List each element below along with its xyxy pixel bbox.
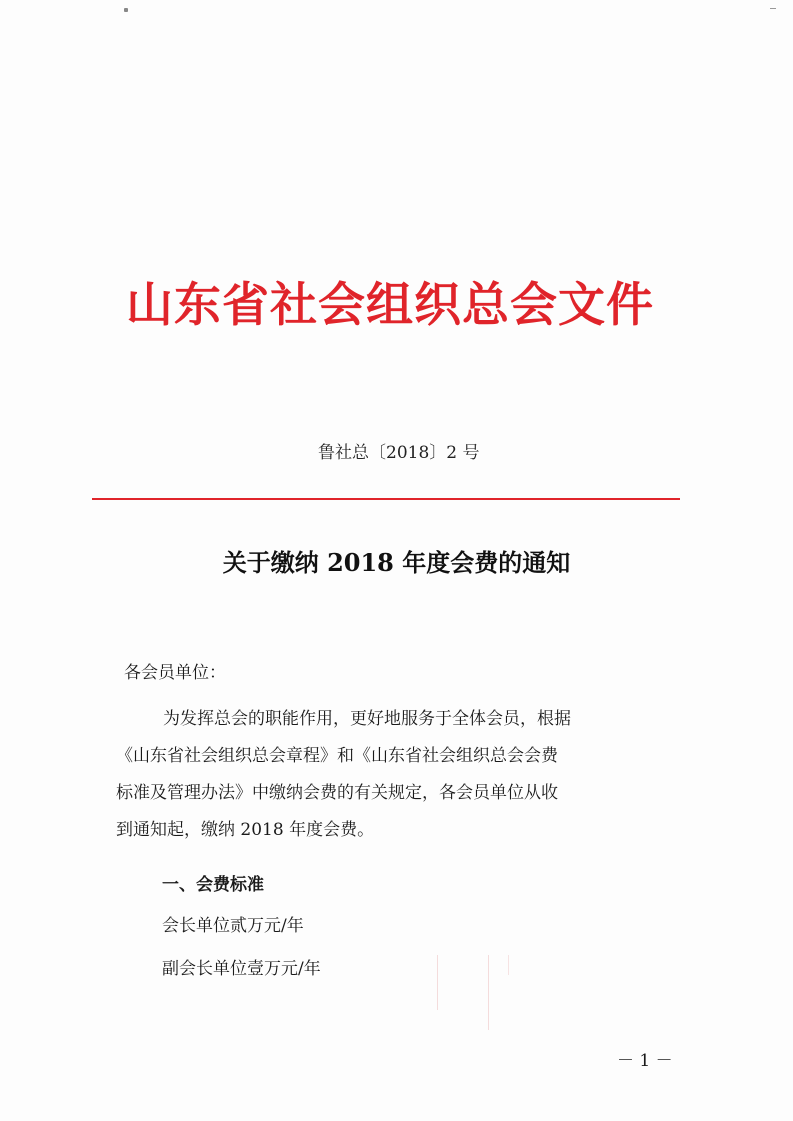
scan-artifact (508, 955, 509, 975)
body-paragraph (116, 701, 686, 849)
red-divider-line (92, 498, 680, 500)
scan-mark (124, 8, 128, 12)
fee-item: 副会长单位壹万元/年 (162, 959, 321, 979)
paragraph-line: 标准及管理办法》中缴纳会费的有关规定，各会员单位从收 (116, 783, 558, 803)
fee-item: 会长单位贰万元/年 (162, 916, 304, 936)
paragraph-line: 到通知起，缴纳 2018 年度会费。 (116, 820, 375, 840)
salutation: 各会员单位： (124, 663, 226, 683)
document-number: 鲁社总〔2018〕2 号 (318, 443, 480, 463)
notice-title: 关于缴纳 2018 年度会费的通知 (222, 548, 571, 577)
scan-artifact (437, 955, 438, 1010)
section-heading: 一、会费标准 (162, 875, 264, 895)
page-number: － 1 － (617, 1051, 673, 1071)
scan-mark (770, 8, 776, 9)
document-header-title: 山东省社会组织总会文件 (126, 278, 654, 333)
paragraph-line: 《山东省社会组织总会章程》和《山东省社会组织总会会费 (116, 746, 558, 766)
scan-artifact (488, 955, 489, 1030)
paragraph-line: 为发挥总会的职能作用，更好地服务于全体会员，根据 (163, 709, 571, 729)
